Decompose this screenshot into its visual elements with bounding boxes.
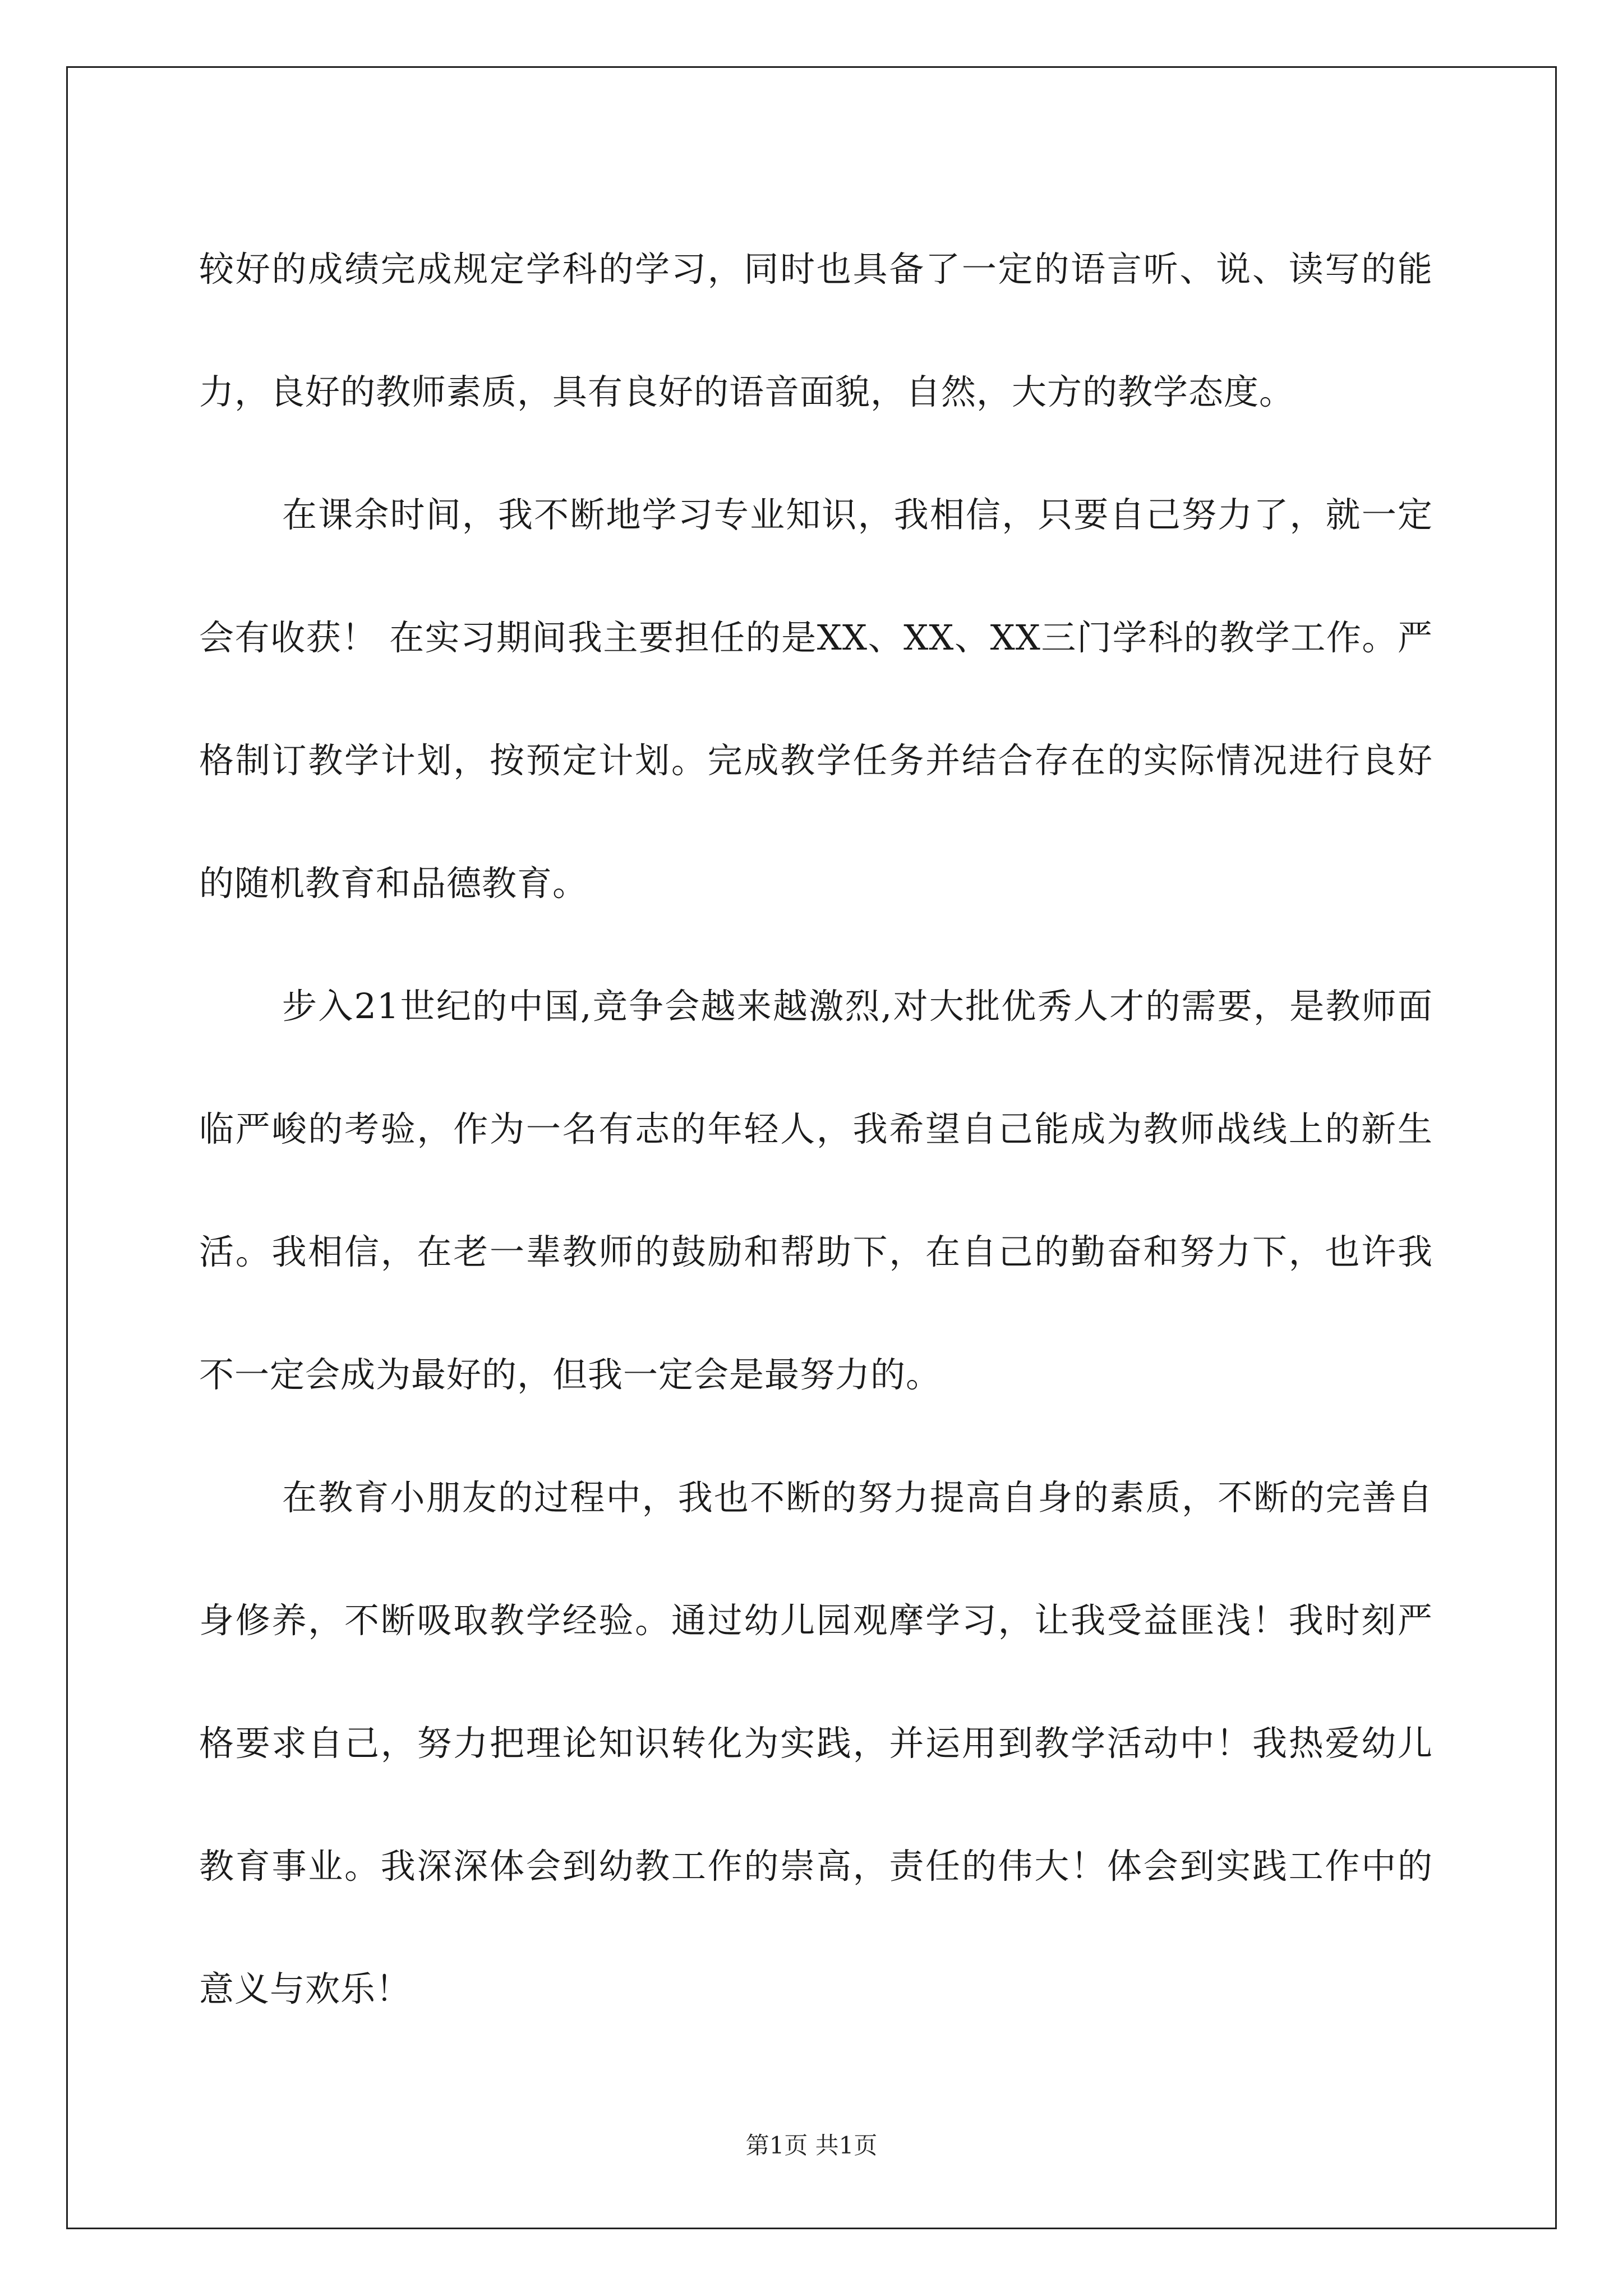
paragraph-3: 步入21世纪的中国,竞争会越来越激烈,对大批优秀人才的需要，是教师面临严峻的考验，作为一名有志的年轻人，我希望自己能成为教师战线上的新生活。我相信，在老一辈教师的鼓励和帮助下，在自己的勤奋和努力下，也许我不一定会成为最好的，但我一定会是最努力的。 <box>199 986 1433 1395</box>
document-body <box>199 208 1433 2050</box>
paragraph-4: 在教育小朋友的过程中，我也不断的努力提高自身的素质，不断的完善自身修养，不断吸取教学经验。通过幼儿园观摩学习，让我受益匪浅！我时刻严格要求自己，努力把理论知识转化为实践，并运用到教学活动中！我热爱幼儿教育事业。我深深体会到幼教工作的崇高，责任的伟大！体会到实践工作中的意义与欢乐！ <box>199 1477 1433 2009</box>
page-footer: 第1页 共1页 <box>745 2132 878 2159</box>
paragraph-1: 较好的成绩完成规定学科的学习，同时也具备了一定的语言听、说、读写的能力，良好的教师素质，具有良好的语音面貌，自然，大方的教学态度。 <box>199 249 1433 412</box>
paragraph-2: 在课余时间，我不断地学习专业知识，我相信，只要自己努力了，就一定会有收获！ 在实习期间我主要担任的是XX、XX、XX三门学科的教学工作。严格制订教学计划，按预定计划。完成教学任务并结合存在的实际情况进行良好的随机教育和品德教育。 <box>199 494 1433 904</box>
